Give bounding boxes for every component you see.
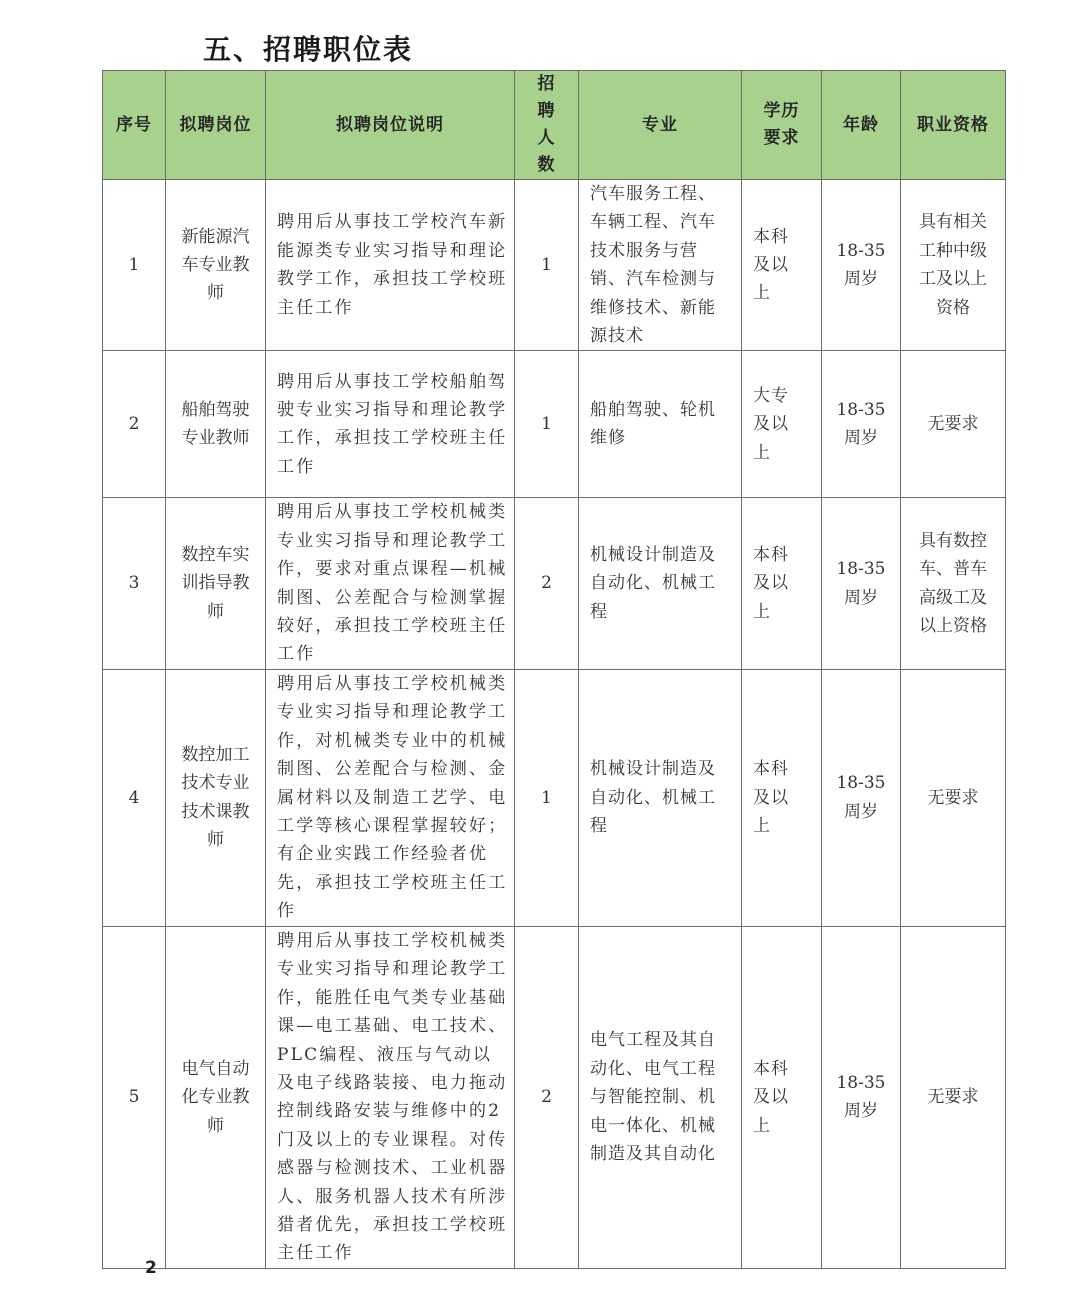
row-major: 机械设计制造及自动化、机械工程: [579, 669, 742, 926]
row-count: 1: [515, 351, 579, 498]
row-position: 数控车实训指导教师: [166, 498, 266, 669]
row-age: 18-35周岁: [822, 351, 901, 498]
header-major: 专业: [579, 71, 742, 180]
header-position: 拟聘岗位: [166, 71, 266, 180]
header-count: 招聘人数: [515, 71, 579, 180]
table-header-row: [103, 71, 1006, 180]
row-age: 18-35周岁: [822, 926, 901, 1268]
row-major: 船舶驾驶、轮机维修: [579, 351, 742, 498]
row-count: 1: [515, 180, 579, 351]
row-description: 聘用后从事技工学校汽车新能源类专业实习指导和理论教学工作，承担技工学校班主任工作: [266, 180, 515, 351]
row-description: 聘用后从事技工学校船舶驾驶专业实习指导和理论教学工作，承担技工学校班主任工作: [266, 351, 515, 498]
table-row: [103, 926, 1006, 1268]
page-number: 2: [145, 1258, 157, 1278]
row-age: 18-35周岁: [822, 669, 901, 926]
row-description: 聘用后从事技工学校机械类专业实习指导和理论教学工作，对机械类专业中的机械制图、公差配合与检测、金属材料以及制造工艺学、电工学等核心课程掌握较好；有企业实践工作经验者优先，承担技工学校班主任工作: [266, 669, 515, 926]
row-description: 聘用后从事技工学校机械类专业实习指导和理论教学工作，要求对重点课程—机械制图、公差配合与检测掌握较好，承担技工学校班主任工作: [266, 498, 515, 669]
row-seq: 1: [103, 180, 166, 351]
row-education: 本科及以上: [742, 926, 822, 1268]
row-seq: 5: [103, 926, 166, 1268]
row-seq: 2: [103, 351, 166, 498]
table-row: [103, 351, 1006, 498]
section-title: 五、招聘职位表: [203, 33, 414, 66]
row-position: 新能源汽车专业教师: [166, 180, 266, 351]
row-count: 1: [515, 669, 579, 926]
row-qualification: 具有数控车、普车高级工及以上资格: [901, 498, 1006, 669]
row-education: 本科及以上: [742, 498, 822, 669]
header-education: 学历要求: [742, 71, 822, 180]
row-count: 2: [515, 926, 579, 1268]
table-row: [103, 180, 1006, 351]
row-count: 2: [515, 498, 579, 669]
row-seq: 3: [103, 498, 166, 669]
header-seq: 序号: [103, 71, 166, 180]
row-education: 本科及以上: [742, 669, 822, 926]
header-qualification: 职业资格: [901, 71, 1006, 180]
row-seq: 4: [103, 669, 166, 926]
row-major: 机械设计制造及自动化、机械工程: [579, 498, 742, 669]
row-qualification: 无要求: [901, 669, 1006, 926]
row-age: 18-35周岁: [822, 180, 901, 351]
row-description: 聘用后从事技工学校机械类专业实习指导和理论教学工作，能胜任电气类专业基础课—电工基础、电工技术、PLC编程、液压与气动以及电子线路装接、电力拖动控制线路安装与维修中的2门及以上的专业课程。对传感器与检测技术、工业机器人、服务机器人技术有所涉猎者优先，承担技工学校班主任工作: [266, 926, 515, 1268]
row-position: 船舶驾驶专业教师: [166, 351, 266, 498]
table-row: [103, 669, 1006, 926]
row-position: 电气自动化专业教师: [166, 926, 266, 1268]
header-age: 年龄: [822, 71, 901, 180]
row-education: 本科及以上: [742, 180, 822, 351]
row-position: 数控加工技术专业技术课教师: [166, 669, 266, 926]
row-age: 18-35周岁: [822, 498, 901, 669]
row-major: 电气工程及其自动化、电气工程与智能控制、机电一体化、机械制造及其自动化: [579, 926, 742, 1268]
table-row: [103, 498, 1006, 669]
row-education: 大专及以上: [742, 351, 822, 498]
header-description: 拟聘岗位说明: [266, 71, 515, 180]
row-qualification: 具有相关工种中级工及以上资格: [901, 180, 1006, 351]
row-major: 汽车服务工程、车辆工程、汽车技术服务与营销、汽车检测与维修技术、新能源技术: [579, 180, 742, 351]
row-qualification: 无要求: [901, 926, 1006, 1268]
job-positions-table: [102, 70, 1006, 1269]
row-qualification: 无要求: [901, 351, 1006, 498]
